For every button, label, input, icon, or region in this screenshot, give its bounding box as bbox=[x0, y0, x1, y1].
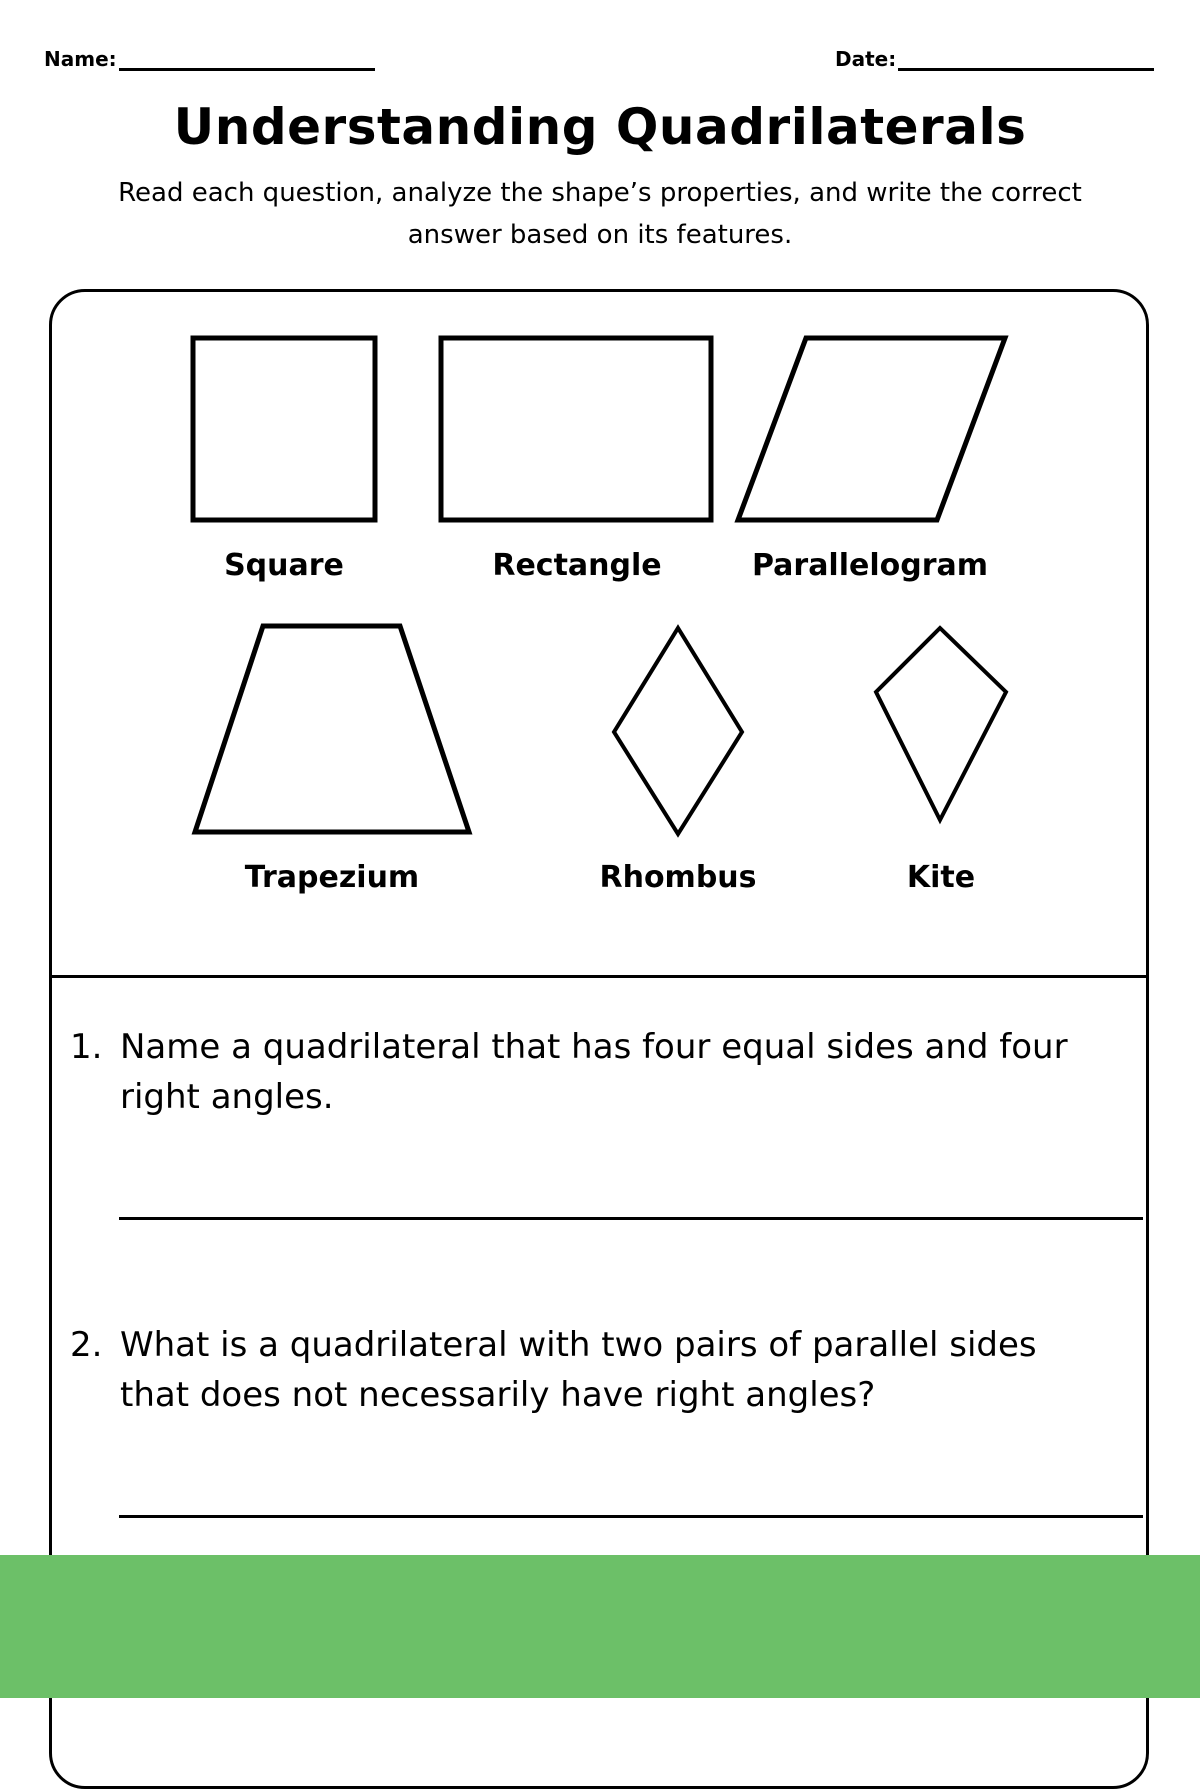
trapezium-shape bbox=[195, 626, 469, 832]
question-2 bbox=[70, 1320, 1150, 1420]
answer-line-2[interactable] bbox=[119, 1515, 1143, 1518]
shape-label-rectangle: Rectangle bbox=[492, 548, 662, 583]
rhombus-shape bbox=[614, 628, 742, 834]
question-1-number: 1. bbox=[70, 1027, 103, 1067]
parallelogram-shape bbox=[738, 338, 1005, 520]
question-1-text: Name a quadrilateral that has four equal sides and four right angles. bbox=[120, 1027, 1068, 1117]
shape-label-trapezium: Trapezium bbox=[244, 860, 420, 895]
date-label: Date: bbox=[835, 47, 897, 71]
question-2-number: 2. bbox=[70, 1325, 103, 1365]
question-2-text: What is a quadrilateral with two pairs of parallel sides that does not necessarily have right angles? bbox=[120, 1325, 1037, 1415]
instructions: Read each question, analyze the shape’s properties, and write the correct answer based on its features. bbox=[118, 178, 1082, 250]
footer-band bbox=[0, 1555, 1200, 1698]
shape-label-parallelogram: Parallelogram bbox=[751, 548, 989, 583]
shape-label-kite: Kite bbox=[906, 860, 976, 895]
question-1 bbox=[70, 1022, 1150, 1122]
section-divider bbox=[51, 975, 1147, 978]
shape-label-rhombus: Rhombus bbox=[599, 860, 757, 895]
answer-line-1[interactable] bbox=[119, 1217, 1143, 1220]
shape-label-square: Square bbox=[224, 548, 344, 583]
square-shape bbox=[193, 338, 375, 520]
kite-shape bbox=[876, 628, 1006, 820]
page-title: Understanding Quadrilaterals bbox=[173, 98, 1027, 156]
name-label: Name: bbox=[44, 47, 117, 71]
rectangle-shape bbox=[441, 338, 711, 520]
